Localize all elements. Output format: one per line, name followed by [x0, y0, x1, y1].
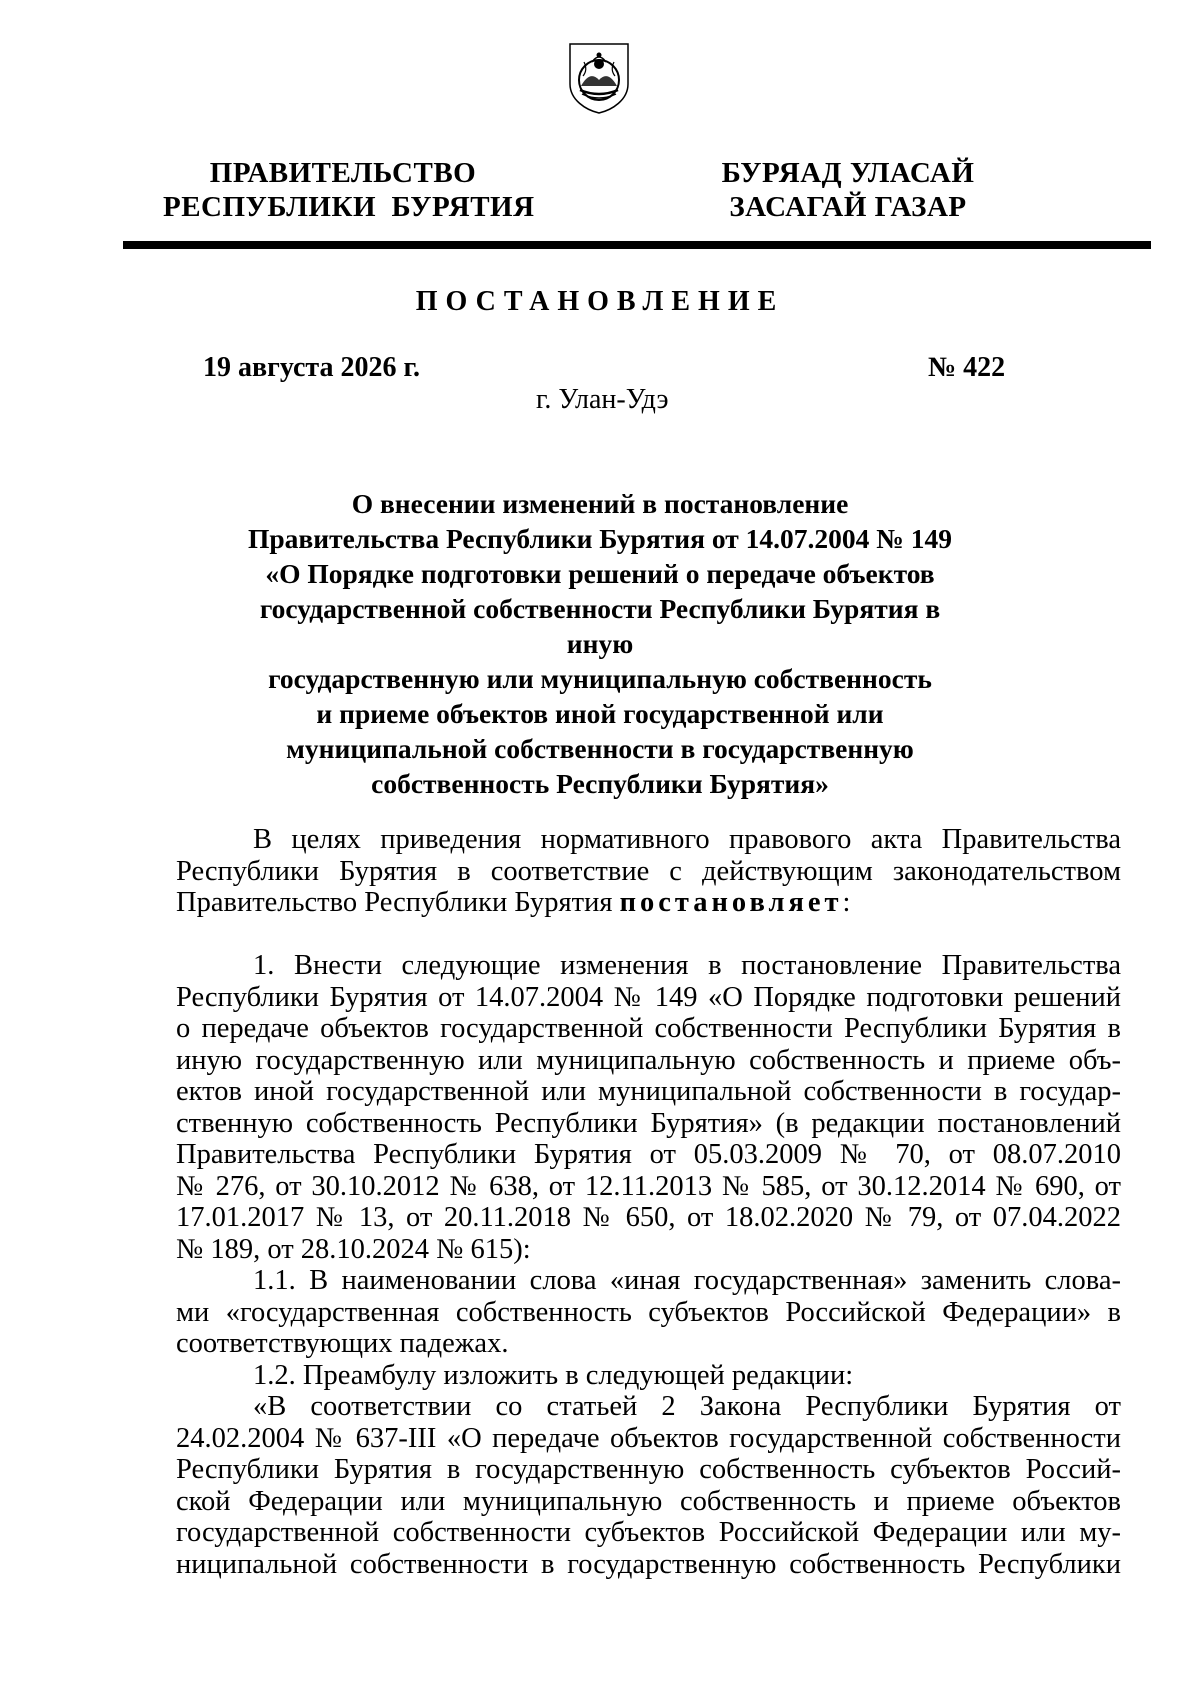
subject-line: государственную или муниципальную собственность [268, 663, 932, 694]
paragraph-line: государственной собственности субъектов Российской Федерации или му- [176, 1517, 1121, 1548]
preamble-line: Республики Бурятия в соответствие с действующим законодательством [176, 855, 1121, 887]
subject-line: собственность Республики Бурятия» [371, 768, 829, 799]
paragraph-line: ской Федерации или муниципальную собственность и приеме объектов [176, 1485, 1121, 1517]
document-city: г. Улан-Удэ [536, 384, 669, 415]
subject-line: муниципальной собственности в государственную [286, 733, 914, 764]
subject-line: Правительства Республики Бурятия от 14.07.2004 № 149 [247, 523, 952, 554]
paragraph-line: Республики Бурятия от 14.07.2004 № 149 «О Порядке подготовки решений [176, 981, 1121, 1013]
paragraph-line: 1.2. Преамбулу изложить в следующей редакции: [253, 1359, 854, 1391]
document-date: 19 августа 2026 г. [203, 352, 421, 383]
header-left-line1: ПРАВИТЕЛЬСТВО [209, 157, 477, 189]
subject-line: государственной собственности Республики Бурятия в иную [259, 593, 941, 659]
preamble-prefix: Правительство Республики Бурятия [176, 887, 620, 918]
paragraph-line: ственную собственность Республики Бурятия» (в редакции постановлений [176, 1107, 1121, 1139]
paragraph-list [176, 950, 1121, 1580]
paragraph-line: 24.02.2004 № 637-III «О передаче объектов государственной собственности [176, 1422, 1121, 1454]
subject-line: «О Порядке подготовки решений о передаче объектов [265, 558, 935, 589]
paragraph-line: 1.1. В наименовании слова «иная государственная» заменить слова- [253, 1265, 1121, 1296]
header-left [163, 156, 535, 224]
header-right-line1: БУРЯАД УЛАСАЙ [721, 157, 975, 189]
paragraph-line: № 189, от 28.10.2024 № 615): [176, 1233, 531, 1265]
document-body [176, 824, 1121, 1580]
paragraph-line: 1. Внести следующие изменения в постановление Правительства [253, 950, 1121, 981]
paragraph-line: Правительства Республики Бурятия от 05.03.2009 № 70, от 08.07.2010 [176, 1139, 1121, 1170]
preamble-keyword: постановляет [619, 887, 843, 918]
document-subject [240, 486, 960, 801]
coat-of-arms-emblem [566, 40, 632, 114]
header-right-line2: ЗАСАГАЙ ГАЗАР [729, 191, 967, 223]
paragraph-line: ми «государственная собственность субъектов Российской Федерации» в [176, 1296, 1121, 1328]
header-right [712, 156, 984, 224]
preamble-line: В целях приведения нормативного правового акта Правительства [253, 824, 1121, 855]
paragraph-line: «В соответствии со статьей 2 Закона Республики Бурятия от [253, 1391, 1121, 1422]
paragraph-line: соответствующих падежах. [176, 1328, 509, 1359]
coat-of-arms-icon [566, 40, 632, 114]
spacer [176, 919, 1121, 951]
header-left-line2: РЕСПУБЛИКИ БУРЯТИЯ [163, 191, 535, 223]
subject-line: и приеме объектов иной государственной или [316, 698, 884, 729]
paragraph-line: о передаче объектов государственной собственности Республики Бурятия в [176, 1013, 1121, 1044]
paragraph-line: ектов иной государственной или муниципальной собственности в государ- [176, 1076, 1121, 1107]
paragraph-line: иную государственную или муниципальную собственность и приеме объ- [176, 1044, 1121, 1076]
paragraph-line: № 276, от 30.10.2012 № 638, от 12.11.2013 № 585, от 30.12.2014 № 690, от [176, 1170, 1121, 1202]
paragraph-line: 17.01.2017 № 13, от 20.11.2018 № 650, от 18.02.2020 № 79, от 07.04.2022 [176, 1202, 1121, 1233]
document-number: № 422 [928, 352, 1006, 383]
paragraph-line: ниципальной собственности в государственную собственность Республики [176, 1548, 1121, 1580]
preamble-last-line [176, 887, 1121, 919]
preamble-suffix: : [842, 887, 851, 918]
subject-line: О внесении изменений в постановление [351, 488, 849, 519]
header-divider [123, 241, 1151, 249]
document-type: ПОСТАНОВЛЕНИЕ [415, 286, 785, 317]
paragraph-line: Республики Бурятия в государственную собственность субъектов Россий- [176, 1454, 1121, 1485]
